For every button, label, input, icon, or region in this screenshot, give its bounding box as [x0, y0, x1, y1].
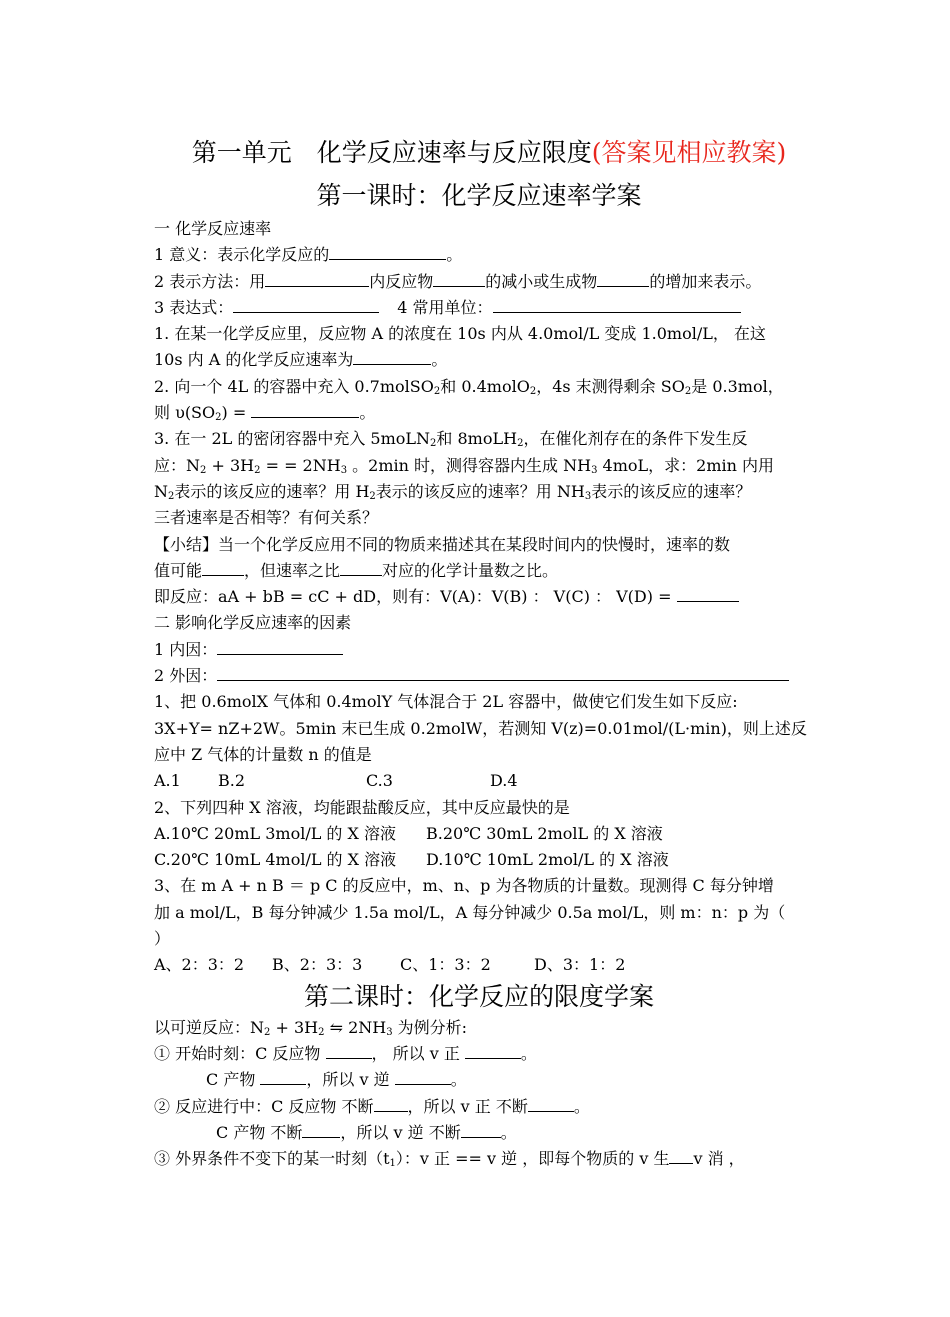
exercise2-options2 — [154, 847, 804, 873]
exercise2-line1: 2、下列四种 X 溶液，均能跟盐酸反应，其中反应最快的是 — [154, 797, 570, 817]
progress-product-line: C 产物 不断 ，所以 v 逆 不断 。 — [216, 1122, 517, 1142]
lesson2-title: 第二课时：化学反应的限度学案 — [303, 981, 654, 1011]
option-c[interactable]: C.3 — [366, 771, 393, 791]
question1-line2: 10s 内 A 的化学反应速率为 。 — [154, 350, 448, 370]
blank[interactable] — [465, 1044, 521, 1059]
exercise2-options1 — [154, 821, 804, 847]
question3-line4: 三者速率是否相等？有何关系？ — [154, 508, 379, 528]
option-b[interactable]: B.2 — [218, 771, 246, 791]
lesson1-title: 第一课时：化学反应速率学案 — [316, 181, 642, 210]
question3-line1: 3. 在一 2L 的密闭容器中充入 5moLN$_2$和 8moLH$_2$，在催化剂存在的条件下发生反 — [154, 429, 748, 450]
blank[interactable] — [217, 640, 343, 655]
blank[interactable] — [326, 1044, 372, 1059]
exercise3-options — [154, 952, 804, 978]
blank[interactable] — [433, 272, 485, 287]
section1-heading: 一 化学反应速率 — [154, 219, 272, 238]
question1-line1: 1. 在某一化学反应里，反应物 A 的浓度在 10s 内从 4.0mol/L 变成 1.0mol/L， 在这 — [154, 324, 766, 344]
blank[interactable] — [374, 1097, 408, 1112]
option-a[interactable]: A.1 — [154, 771, 181, 791]
summary-line2: 值可能 ，但速率之比 对应的化学计量数之比。 — [154, 560, 559, 580]
option-c[interactable]: C、1：3：2 — [400, 955, 491, 975]
blank[interactable] — [669, 1149, 693, 1164]
exercise1-line2: 3X+Y= nZ+2W。5min 末已生成 0.2molW，若测知 V(z)=0.01mol/(L·min)，则上述反 — [154, 718, 807, 738]
summary-line3: 即反应：aA + bB = cC + dD，则有：V(A)：V(B) ： V(C) ： V(D) = — [154, 584, 804, 610]
start-product-line: C 产物 ，所以 v 逆 。 — [206, 1070, 467, 1090]
blank[interactable] — [251, 403, 359, 418]
start-reactant-line: ① 开始时刻：C 反应物 ， 所以 v 正 。 — [154, 1043, 537, 1063]
option-d[interactable]: D.10℃ 10mL 2mol/L 的 X 溶液 — [426, 850, 669, 870]
question2-line1: 2. 向一个 4L 的容器中充入 0.7molSO$_2$和 0.4molO$_2$，4s 末测得剩余 $SO_2$是 0.3mol， — [154, 376, 784, 397]
meaning-line: 1 意义：表示化学反应的 。 — [154, 245, 463, 265]
blank[interactable] — [233, 298, 379, 313]
blank[interactable] — [461, 1123, 501, 1138]
question3-line2: 应：$N_2 + 3H_2$ = = $2NH_3$ 。2min 时，测得容器内生成 $NH_3$ 4moL，求：2min 内用 — [154, 455, 774, 476]
option-a[interactable]: A、2：3：2 — [154, 955, 245, 975]
blank[interactable] — [340, 561, 382, 576]
lesson2-intro: 以可逆反应：$N_2 + 3H_2$ ⇋ $2NH_3$ 为例分析: — [154, 1017, 468, 1038]
blank[interactable] — [677, 587, 739, 602]
expression-unit-line: 3 表达式： 4 常用单位： — [154, 295, 804, 321]
option-b[interactable]: B、2：3：3 — [272, 955, 363, 975]
equilibrium-line: ③ 外界条件不变下的某一时刻$(t_1)$：v 正 == v 逆 ，即每个物质的 v 生 v 消 ， — [154, 1149, 745, 1170]
summary-line1: 【小结】当一个化学反应用不同的物质来描述其在某段时间内的快慢时，速率的数 — [154, 534, 731, 554]
question3-line3: $N_2$表示的该反应的速率？用 $H_2$表示的该反应的速率？用 $NH_3$表示的该反应的速率？ — [154, 481, 752, 502]
blank[interactable] — [395, 1070, 451, 1085]
blank[interactable] — [493, 298, 741, 313]
question2-line2: 则 $\upsilon(SO_2)$ = 。 — [154, 403, 376, 424]
section2-heading: 二 影响化学反应速率的因素 — [154, 613, 352, 633]
blank[interactable] — [265, 272, 369, 287]
option-d[interactable]: D、3：1：2 — [534, 955, 626, 975]
option-d[interactable]: D.4 — [490, 771, 518, 791]
blank[interactable] — [260, 1070, 306, 1085]
exercise1-options — [154, 768, 804, 794]
blank[interactable] — [217, 666, 789, 681]
option-c[interactable]: C.20℃ 10mL 4mol/L 的 X 溶液 — [154, 850, 397, 870]
blank[interactable] — [353, 350, 431, 365]
blank[interactable] — [528, 1097, 574, 1112]
exercise3-line2: 加 a mol/L，B 每分钟减少 1.5a mol/L，A 每分钟减少 0.5a mol/L，则 m：n：p 为（ — [154, 902, 786, 922]
exercise1-line3: 应中 Z 气体的计量数 n 的值是 — [154, 744, 372, 764]
exercise3-line3: ） — [154, 929, 171, 949]
option-a[interactable]: A.10℃ 20mL 3mol/L 的 X 溶液 — [154, 823, 396, 843]
answer-note: (答案见相应教案) — [591, 138, 787, 167]
blank[interactable] — [597, 272, 649, 287]
blank[interactable] — [329, 245, 446, 260]
blank[interactable] — [302, 1123, 340, 1138]
exercise3-line1: 3、在 m A + n B ＝ p C 的反应中，m、n、p 为各物质的计量数。现测得 C 每分钟增 — [154, 876, 774, 896]
internal-factor-line: 1 内因： — [154, 637, 804, 663]
method-line: 2 表示方法：用 内反应物 的减小或生成物 的增加来表示。 — [154, 271, 762, 291]
document-page — [154, 130, 807, 1172]
exercise1-line1: 1、把 0.6molX 气体和 0.4molY 气体混合于 2L 容器中，做使它们发生如下反应: — [154, 692, 738, 712]
progress-reactant-line: ② 反应进行中：C 反应物 不断 ，所以 v 正 不断 。 — [154, 1096, 590, 1116]
external-factor-line: 2 外因： — [154, 663, 804, 689]
unit-title — [174, 130, 804, 176]
blank[interactable] — [202, 561, 244, 576]
unit-title-text: 第一单元 化学反应速率与反应限度 — [191, 138, 592, 167]
option-b[interactable]: B.20℃ 30mL 2molL 的 X 溶液 — [426, 823, 663, 843]
